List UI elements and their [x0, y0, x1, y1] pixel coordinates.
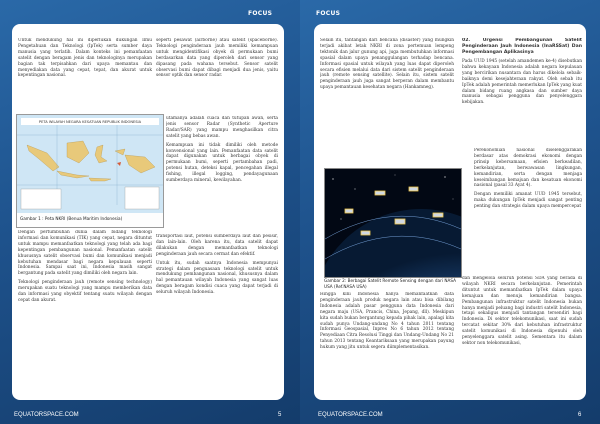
paragraph: Teknologi penginderaan jauh (remote sensing technology) merupakan suatu teknologi yang mampu memberikan data dan informasi yang obyektif tentang suatu wilayah dengan cepat dan akurat. [18, 280, 152, 303]
indonesia-map-figure [16, 114, 164, 228]
map-image [17, 115, 163, 213]
paragraph: seperti pesawat (airborne) atau satelit (spaceborne). Teknologi penginderaan jauh memiliki kemampuan untuk mengidentifikasi obyek di permukaan bumi berdasarkan data yang diperoleh dari sensor yang dipasang pada wahana tersebut. Sensor satelit observasi bumi dapat dibagi menjadi dua jenis, yaitu sensor optik dan sensor radar. [156, 38, 278, 79]
paragraph: Selain itu, tantangan dari bencana (disaster) yang mungkin terjadi akibat letak NKRI di zona pertemuan lempeng tektonik dan jalur gunung api, juga membutuhkan informasi spasial dalam upaya penanggulangan terhadap bencana. Informasi spasial untuk wilayah yang luas dapat diperoleh secara efisien melalui data dari sistem satelit penginderaan jauh (remote sensing satellite). Selain itu, sistem satelit penginderaan jauh juga sangat berperan dalam membantu upaya pemantauan kesehatan negara (Hankamneg). [320, 38, 454, 91]
column-text [166, 116, 278, 228]
content-card [12, 24, 284, 400]
paragraph: Dengan memiliki amanat UUD 1945 tersebut, maka dukungan IpTek menjadi sangat penting penting dan strategis dalam upaya mempercepat [474, 192, 582, 210]
section-label: FOCUS [316, 10, 341, 17]
paragraph: dan mengelola seluruh potensi SDA yang berada di wilayah NKRI secara berkelanjutan. Pemerintah dituntut untuk memanfaatkan IpTek dalam upaya kemajuan dan menuju kemandirian bangsa. Pembangunan infrastruktur satelit Indonesia bukan hanya menjadi peluang bagi industri satelit Indonesia, tetapi sekaligus menjadi tantangan tersendiri bagi Indonesia. Di sektor telekomunikasi, saat ini sudah tercatat sekitar 30% dari kebutuhan infrastruktur satelit komunikasi di Indonesia dipenuhi oleh penyelenggara satelit asing. Sementara itu dalam sektor non telekomunikasi, [462, 276, 582, 346]
column-text [18, 38, 152, 110]
paragraph: Dengan pertumbuhan dunia dalam bidang teknologi informasi dan komunikasi (TIK) yang cepat, negara dituntut untuk mampu memanfaatkan teknologi yang telah ada bagi kepentingan pembangunan nasional. Pemanfaatan satelit khususnya satelit observasi bumi dan komunikasi menjadi kebutuhan mendasar bagi negara kepulauan seperti Indonesia. Sampai saat ini, Indonesia masih sangat bergantung pada satelit yang dimiliki oleh negara lain. [18, 230, 152, 277]
column-text [156, 234, 278, 396]
footer-website: EQUATORSPACE.COM [318, 412, 383, 418]
satellite-figure [324, 168, 462, 278]
figure-caption: Gambar 1 : Peta NKRI (Benua Maritim Indonesia) [20, 216, 123, 221]
column-text [462, 276, 582, 396]
paragraph: Pada UUD 1945 (setelah amandemen ke-4) disebutkan bahwa kekayaan Indonesia adalah negara kepulauan yang bercirikan nusantara dan harus dikelola sebaik-baiknya demi kesejahteraan rakyat. Oleh sebab itu IpTek adalah pemerintah memerlukan IpTek yang kuat dalam bidang ruang angkasa dan sumber daya manusia sebagai pengguna dan penyelenggara kebijakan. [462, 59, 582, 106]
column-text [320, 292, 454, 396]
page-number: 5 [278, 412, 282, 418]
paragraph: Hingga kini Indonesia hanya memanfaatkan data penginderaan jauh produk negara lain atau bisa dibilang Indonesia adalah pasar pengguna data Indonesia dari negara maju (USA, Prancis, China, Jepang, dll). Meskipun kita sudah bukan bergantung kepada pihak lain, apalagi kita sudah punya Undang-undang No 4 tahun 2011 tentang Informasi Geospasial, Inpres No 6 tahun 2012 tentang Penyediaan Citra Resolusi Tinggi dan Undang-Undang No 21 tahun 2013 tentang Keantariksaan yang merupakan payung hukum yang jitu untuk segera diimplementasikan. [320, 292, 454, 351]
paragraph: utamanya adalah cuaca dan tutupan awan, serta jenis sensor Radar (Synthetic Aperture Radar/SAR) yang mampu menghasilkan citra satelit yang bebas awan. [166, 116, 278, 139]
column-text [474, 148, 582, 272]
content-card [314, 24, 586, 400]
section-label: FOCUS [248, 10, 273, 17]
paragraph: Untuk mendukung hal ini diperlukan dukungan Ilmu Pengetahuan dan Teknologi (IpTek) serta sumber daya manusia yang terlatih. Dalam konteks ini pemanfaatan satelit dengan beragam jenis dan teknologinya merupakan bagian tak terpisahkan dari upaya memantau dan menyediakan data yang cepat, tepat, dan akurat untuk kepentingan nasional. [18, 38, 152, 79]
footer-website: EQUATORSPACE.COM [14, 412, 79, 418]
section-heading: 02. Urgensi Pembangunan Satelit Penginderaan Jauh Indonesia (InaRSSat) Dan Pengembangan Aplikasinya [462, 38, 582, 55]
figure-caption: Gambar 2: Berbagai Satelit Remote Sensing dengan dari NASA USA (Ref.NASA USA) [324, 278, 456, 289]
column-text [462, 38, 582, 144]
column-text [320, 38, 454, 164]
page-number: 6 [578, 412, 582, 418]
right-page [300, 0, 600, 424]
paragraph: transportasi laut, potensi sumberdaya laut dan pesisir, dan lain-lain. Oleh karena itu, data satelit dapat dilakukan dengan memanfaatkan teknologi penginderaan jauh secara cermat dan efektif. [156, 234, 278, 257]
column-text [156, 38, 278, 110]
column-text [18, 230, 152, 396]
paragraph: Untuk itu, sudah saatnya Indonesia mempunyai strategi dalam penguasaan teknologi satelit untuk mendukung pembangunan nasional, khususnya dalam hal pemantauan wilayah Indonesia yang sangat luas dengan beragam kondisi cuaca yang dapat terjadi di seluruh wilayah Indonesia. [156, 260, 278, 296]
satellite-image [325, 169, 461, 277]
paragraph: Perekonomian nasional diselenggarakan berdasar atas demokrasi ekonomi dengan prinsip kebersamaan, efisien berkeadilan, berkelanjutan, berwawasan lingkungan, kemandirian, serta dengan menjaga keseimbangan kemajuan dan kesatuan ekonomi nasional (pasal 33 Ayat 4). [474, 148, 582, 189]
map-title: PETA WILAYAH NEGARA KESATUAN REPUBLIK INDONESIA [38, 120, 142, 124]
paragraph: Kemampuan ini tidak dimiliki oleh metode konvensional yang lain. Pemanfaatan data satelit dapat digunakan untuk berbagai obyek di permukaan bumi, seperti pertambahan padi, potensi hutan, deteksi kapal, pencegahan illegal fishing, illegal logging, pendayagunaan sumberdaya mineral, kewilayahan. [166, 142, 278, 184]
